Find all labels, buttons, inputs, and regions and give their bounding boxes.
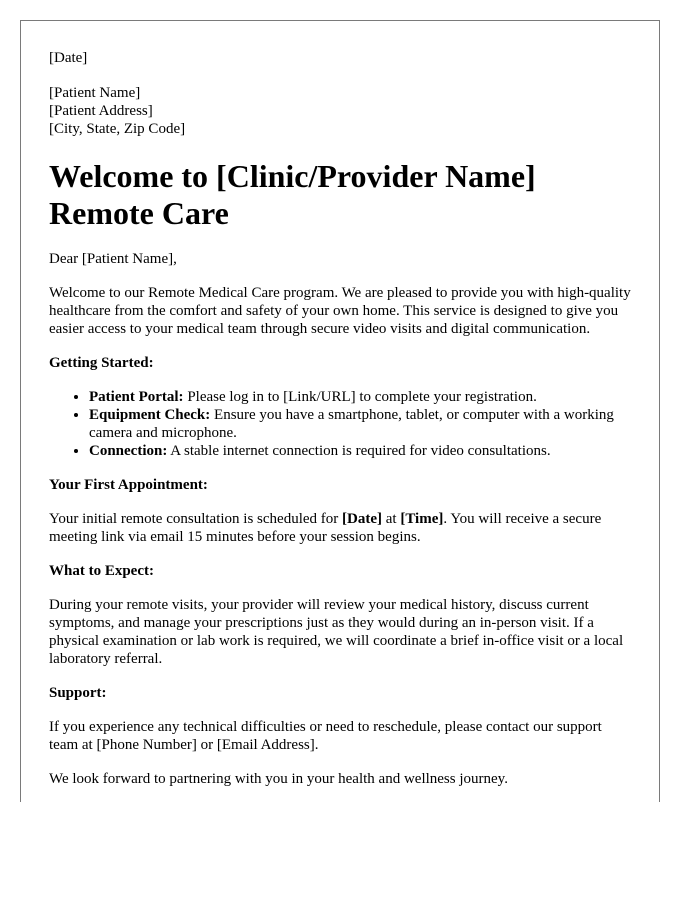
first-appointment-paragraph [49, 510, 631, 546]
letter-page [20, 20, 660, 802]
appointment-text-before: Your initial remote consultation is scheduled for [49, 511, 343, 527]
list-item [89, 388, 631, 406]
list-item-text: Please log in to [Link/URL] to complete your registration. [183, 389, 537, 405]
what-to-expect-heading: What to Expect: [49, 563, 154, 579]
list-item [89, 442, 631, 460]
intro-paragraph: Welcome to our Remote Medical Care program. We are pleased to provide you with high-quality healthcare from the comfort and safety of your own home. This service is designed to give you easier access to your medical team through secure video visits and digital communication. [49, 285, 631, 337]
list-item-label: Connection: [89, 443, 168, 459]
first-appointment-heading: Your First Appointment: [49, 477, 208, 493]
list-item-label: Patient Portal: [89, 389, 184, 405]
appointment-text-at: at [382, 511, 401, 527]
appointment-text-after: . You will receive a secure meeting link via email 15 minutes before your session begins. [49, 511, 602, 545]
salutation: Dear [Patient Name], [49, 251, 177, 267]
getting-started-list [49, 388, 631, 460]
appointment-time: [Time] [400, 511, 444, 527]
support-heading: Support: [49, 685, 107, 701]
letter-date: [Date] [49, 50, 88, 66]
what-to-expect-paragraph: During your remote visits, your provider will review your medical history, discuss current symptoms, and manage your prescriptions just as they would during an in-person visit. If a physical examination or lab work is required, we will coordinate a brief in-office visit or a local laboratory referral. [49, 597, 624, 667]
patient-name-line: [Patient Name] [49, 85, 141, 101]
letter-title: Welcome to [Clinic/Provider Name] Remote Care [49, 158, 536, 231]
list-item-text: A stable internet connection is required for video consultations. [167, 443, 551, 459]
patient-address-line: [Patient Address] [49, 103, 153, 119]
getting-started-heading: Getting Started: [49, 355, 154, 371]
list-item [89, 406, 631, 442]
appointment-date: [Date] [342, 511, 382, 527]
letter-content [21, 21, 659, 788]
closing-paragraph: We look forward to partnering with you in your health and wellness journey. [49, 771, 508, 787]
list-item-text: Ensure you have a smartphone, tablet, or computer with a working camera and microphone. [89, 407, 614, 441]
support-paragraph: If you experience any technical difficulties or need to reschedule, please contact our support team at [Phone Number] or [Email Address]. [49, 719, 602, 753]
city-state-zip-line: [City, State, Zip Code] [49, 121, 186, 137]
recipient-address-block [49, 84, 631, 138]
list-item-label: Equipment Check: [89, 407, 211, 423]
